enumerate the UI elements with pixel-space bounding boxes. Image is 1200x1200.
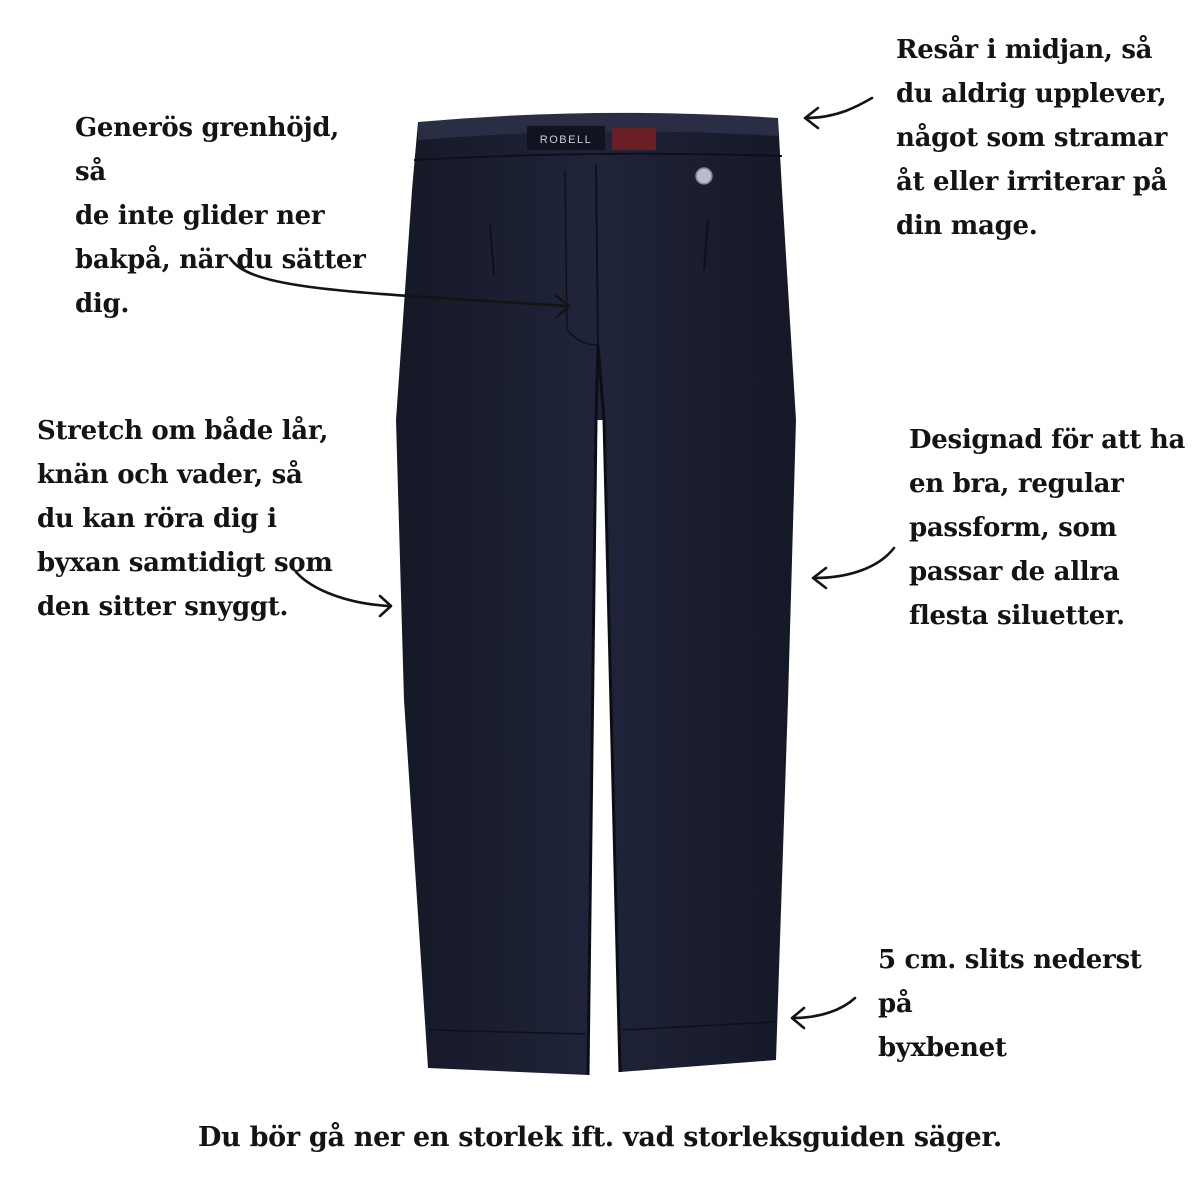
slit-arrow-icon [792, 998, 855, 1028]
trousers [396, 113, 796, 1075]
fit-arrow-icon [813, 548, 894, 588]
size-label [612, 128, 656, 150]
brand-label [527, 126, 605, 150]
rivet-icon [696, 168, 712, 184]
regular-fit-note: Designad för att ha en bra, regular passform, som passar de allra flesta siluetter. [909, 425, 1186, 631]
elastic-waist-note: Resår i midjan, så du aldrig upplever, något som stramar åt eller irriterar på din mage. [896, 35, 1168, 241]
svg-text:ROBELL: ROBELL [539, 134, 593, 146]
size-advice-note: Du bör gå ner en storlek ift. vad storleksguiden säger. [198, 1122, 1002, 1153]
stretch-note: Stretch om både lår, knän och vader, så du kan röra dig i byxan samtidigt som den sitter snyggt. [37, 416, 333, 622]
crotch-rise-note: Generös grenhöjd, så de inte glider ner bakpå, när du sätter dig. [75, 113, 366, 319]
waist-arrow-icon [805, 98, 872, 128]
hem-slit-note: 5 cm. slits nederst på byxbenet [878, 945, 1142, 1063]
